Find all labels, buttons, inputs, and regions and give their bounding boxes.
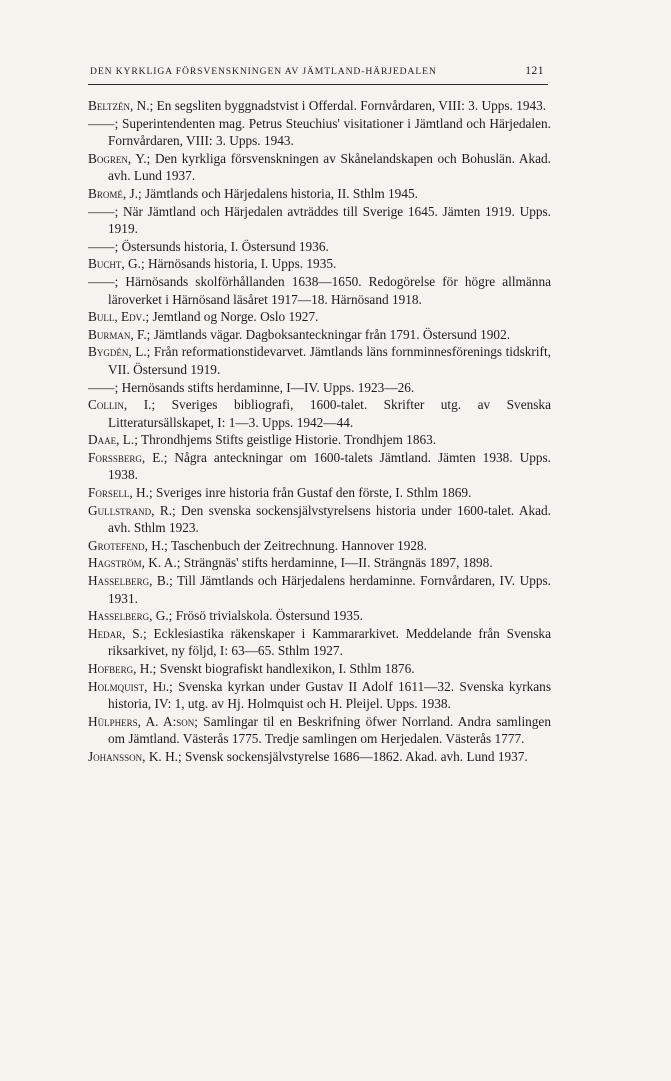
bibliography-entry: [88, 625, 551, 660]
entry-text: Sveriges inre historia från Gustaf den förste, I. Sthlm 1869.: [152, 485, 472, 501]
page-number: 121: [525, 65, 544, 77]
entry-text: Samlingar til en Beskrifning öfwer Norrland. Andra samlingen om Jämtland. Västerås 1775. Tredje samlingen om Herjedalen. Västerås 1777.: [108, 713, 551, 747]
bibliography-entry: [88, 396, 551, 431]
entry-author: Hagström, K. A.;: [88, 555, 181, 571]
bibliography-entry: [88, 379, 551, 397]
entry-author: Bromé, J.;: [88, 185, 142, 201]
entry-text: Härnösands historia, I. Upps. 1935.: [144, 256, 337, 272]
entry-author: Burman, F.;: [88, 326, 151, 342]
entry-text: Throndhjems Stifts geistlige Historie. Trondhjem 1863.: [137, 432, 437, 448]
entry-text: Den kyrkliga försvenskningen av Skånelandskapen och Bohuslän. Akad. avh. Lund 1937.: [108, 150, 551, 184]
entry-text: Några anteckningar om 1600-talets Jämtland. Jämten 1938. Upps. 1938.: [108, 449, 551, 483]
entry-text: ——; Superintendenten mag. Petrus Steuchius' visitationer i Jämtland och Härjedalen. Fornvårdaren, VIII: 3. Upps. 1943.: [88, 115, 551, 149]
bibliography-entry: [88, 343, 551, 378]
entry-author: Holmquist, Hj.;: [88, 678, 173, 694]
entry-author: Beltzén, N.;: [88, 98, 154, 113]
entry-text: Den svenska sockensjälvstyrelsens historia under 1600-talet. Akad. avh. Sthlm 1923.: [108, 502, 551, 536]
entry-author: Bygdén, L.;: [88, 344, 151, 360]
entry-author: Forssberg, E.;: [88, 449, 168, 465]
bibliography-entry: [88, 326, 551, 344]
bibliography-entry: [88, 255, 551, 273]
entry-author: Hofberg, H.;: [88, 661, 157, 676]
bibliography-list: [88, 97, 551, 766]
entry-author: Collin, I.;: [88, 397, 156, 413]
running-head: DEN KYRKLIGA FÖRSVENSKNINGEN AV JÄMTLAND-HÄRJEDALEN: [90, 66, 437, 77]
entry-author: Johansson, K. H.;: [88, 748, 182, 764]
entry-author: Hasselberg, G.;: [88, 608, 173, 624]
entry-author: Daae, L.;: [88, 432, 138, 448]
entry-text: Svensk sockensjälvstyrelse 1686—1862. Akad. avh. Lund 1937.: [181, 748, 528, 764]
header-rule: [88, 84, 548, 85]
bibliography-entry: [88, 502, 551, 537]
entry-text: Sveriges bibliografi, 1600-talet. Skrifter utg. av Svenska Litteratursällskapet, I: 1—3. Upps. 1942—44.: [108, 397, 551, 430]
entry-author: Hasselberg, B.;: [88, 573, 173, 589]
entry-text: ——; Östersunds historia, I. Östersund 1936.: [88, 238, 329, 254]
bibliography-entry: [88, 308, 551, 326]
entry-author: Bucht, G.;: [88, 256, 145, 272]
entry-author: Gullstrand, R.;: [88, 502, 176, 518]
bibliography-entry: [88, 678, 551, 713]
bibliography-entry: [88, 238, 551, 256]
entry-author: Hülphers, A. A:son;: [88, 713, 198, 729]
bibliography-entry: [88, 97, 551, 115]
bibliography-entry: [88, 150, 551, 185]
bibliography-entry: [88, 203, 551, 238]
entry-author: Grotefend, H.;: [88, 537, 168, 553]
entry-author: Hedar, S.;: [88, 625, 147, 641]
entry-text: Ecklesiastika räkenskaper i Kammararkivet. Meddelande från Svenska riksarkivet, ny följd, I: 63—65. Sthlm 1927.: [108, 625, 551, 659]
entry-author: Forsell, H.;: [88, 485, 153, 501]
entry-author: Bull, Edv.;: [88, 309, 150, 325]
entry-text: ——; När Jämtland och Härjedalen avträddes till Sverige 1645. Jämten 1919. Upps. 1919.: [88, 203, 551, 237]
entry-text: Jemtland og Norge. Oslo 1927.: [149, 309, 319, 325]
bibliography-entry: [88, 537, 551, 555]
bibliography-entry: [88, 713, 551, 748]
bibliography-entry: [88, 607, 551, 625]
entry-text: Strängnäs' stifts herdaminne, I—II. Strängnäs 1897, 1898.: [180, 555, 493, 571]
bibliography-entry: [88, 185, 551, 203]
bibliography-entry: [88, 115, 551, 150]
entry-text: ——; Härnösands skolförhållanden 1638—1650. Redogörelse för högre allmänna läroverket i Härnösand läsåret 1917—18. Härnösand 1918.: [88, 273, 551, 307]
entry-text: En segsliten byggnadstvist i Offerdal. Fornvårdaren, VIII: 3. Upps. 1943.: [153, 98, 547, 113]
entry-text: Till Jämtlands och Härjedalens herdaminne. Fornvårdaren, IV. Upps. 1931.: [108, 573, 551, 606]
bibliography-entry: [88, 748, 551, 766]
bibliography-entry: [88, 660, 551, 678]
entry-text: Taschenbuch der Zeitrechnung. Hannover 1928.: [167, 537, 428, 553]
entry-text: Frösö trivialskola. Östersund 1935.: [172, 608, 363, 624]
entry-author: Bogren, Y.;: [88, 150, 151, 166]
entry-text: Jämtlands vägar. Dagboksanteckningar från 1791. Östersund 1902.: [150, 326, 511, 342]
bibliography-entry: [88, 484, 551, 502]
page-header: [88, 66, 548, 86]
bibliography-entry: [88, 554, 551, 572]
bibliography-entry: [88, 572, 551, 607]
bibliography-entry: [88, 273, 551, 308]
entry-text: Svenska kyrkan under Gustav II Adolf 1611—32. Svenska kyrkans historia, IV: 1, utg. av Hj. Holmquist och H. Pleijel. Upps. 1938.: [108, 678, 552, 712]
entry-text: Jämtlands och Härjedalens historia, II. Sthlm 1945.: [141, 185, 418, 201]
entry-text: ——; Hernösands stifts herdaminne, I—IV. Upps. 1923—26.: [88, 379, 415, 395]
entry-text: Från reformationstidevarvet. Jämtlands läns fornminnesförenings tidskrift, VII. Östersund 1919.: [108, 344, 551, 377]
bibliography-entry: [88, 431, 551, 449]
entry-text: Svenskt biografiskt handlexikon, I. Sthlm 1876.: [156, 661, 415, 676]
bibliography-entry: [88, 449, 551, 484]
